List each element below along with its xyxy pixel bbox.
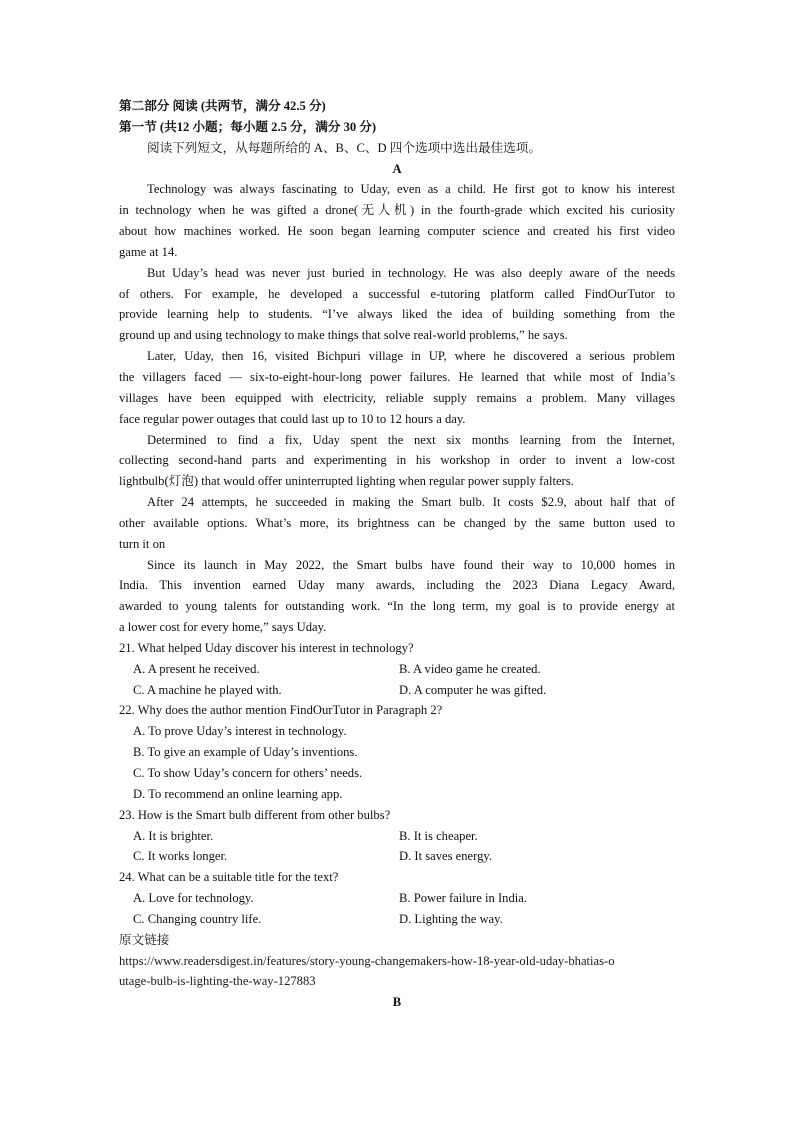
paragraph-line: collecting second-hand parts and experimenting in his workshop in order to invent a low-cost — [119, 453, 675, 468]
question — [119, 805, 675, 868]
source-label: 原文链接 — [119, 932, 170, 947]
source-link-line-1[interactable]: https://www.readersdigest.in/features/story-young-changemakers-how-18-year-old-uday-bhatias-o — [119, 953, 615, 968]
paragraph — [119, 430, 675, 493]
paragraph-line: But Uday’s head was never just buried in technology. He was also deeply aware of the needs — [147, 265, 675, 280]
paragraph — [119, 179, 675, 262]
option-row — [119, 826, 675, 847]
paragraph-line: awarded to young talents for outstanding work. “In the long term, my goal is to provide energy at — [119, 599, 675, 614]
answer-option[interactable]: A. To prove Uday’s interest in technology. — [133, 724, 347, 739]
option-row — [119, 680, 675, 701]
answer-option[interactable]: D. To recommend an online learning app. — [133, 786, 343, 801]
answer-option[interactable]: A. It is brighter. — [133, 828, 214, 843]
answer-option[interactable]: C. Changing country life. — [133, 911, 262, 926]
question-list — [119, 638, 675, 930]
question-stem: 24. What can be a suitable title for the text? — [119, 870, 339, 885]
option-row — [119, 909, 675, 930]
paragraph-line: the villagers faced — six-to-eight-hour-long power failures. He learned that while most of India’s — [119, 369, 675, 384]
paragraph-line: provide learning help to students. “I’ve always liked the idea of building something from the — [119, 307, 675, 322]
paragraph — [119, 492, 675, 555]
answer-option[interactable]: A. Love for technology. — [133, 891, 254, 906]
passage-a-label: A — [392, 161, 402, 176]
question — [119, 867, 675, 930]
option-row — [119, 888, 675, 909]
paragraph-line: lightbulb(灯泡) that would offer uninterrupted lighting when regular power supply falters. — [119, 474, 574, 489]
question-stem: 21. What helped Uday discover his interest in technology? — [119, 640, 414, 655]
paragraph — [119, 263, 675, 346]
answer-option[interactable]: D. Lighting the way. — [399, 911, 503, 926]
paragraph-line: Technology was always fascinating to Uday, even as a child. He first got to know his interest — [147, 182, 675, 197]
paragraph-line: turn it on — [119, 536, 166, 551]
paragraph-line: Determined to find a fix, Uday spent the next six months learning from the Internet, — [147, 432, 675, 447]
section-title: 第一节 (共12 小题；每小题 2.5 分，满分 30 分) — [119, 119, 377, 134]
passage-b-label: B — [392, 995, 402, 1010]
paragraph-line: After 24 attempts, he succeeded in making the Smart bulb. It costs $2.9, about half that of — [147, 495, 675, 510]
exam-page — [119, 96, 675, 1013]
paragraph-line: other available options. What’s more, its brightness can be changed by the same button used to — [119, 515, 675, 530]
answer-option[interactable]: C. To show Uday’s concern for others’ needs. — [133, 766, 363, 780]
paragraph-line: Since its launch in May 2022, the Smart bulbs have found their way to 10,000 homes in — [147, 557, 675, 572]
answer-option[interactable]: C. A machine he played with. — [133, 682, 282, 697]
paragraph — [119, 346, 675, 429]
question-stem: 23. How is the Smart bulb different from other bulbs? — [119, 807, 391, 822]
paragraph-line: about how machines worked. He soon began learning computer science and created his first video — [119, 224, 675, 239]
paragraph-line: villages have been equipped with electricity, reliable supply remains a problem. Many villages — [119, 390, 675, 405]
instructions: 阅读下列短文，从每题所给的 A、B、C、D 四个选项中选出最佳选项。 — [147, 140, 541, 155]
answer-option[interactable]: D. A computer he was gifted. — [399, 682, 547, 697]
paragraph-line: India. This invention earned Uday many awards, including the 2023 Diana Legacy Award, — [119, 578, 675, 593]
option-row — [119, 659, 675, 680]
source-link-line-2[interactable]: utage-bulb-is-lighting-the-way-127883 — [119, 974, 316, 989]
paragraph-line: ground up and using technology to make things that solve real-world problems,” he says. — [119, 328, 568, 343]
paragraph-line: Later, Uday, then 16, visited Bichpuri village in UP, where he discovered a serious problem — [147, 349, 675, 364]
answer-option[interactable]: B. To give an example of Uday’s inventions. — [133, 745, 358, 760]
part-title: 第二部分 阅读 (共两节，满分 42.5 分) — [119, 99, 326, 113]
passage-a-body — [119, 179, 675, 638]
paragraph-line: of others. For example, he developed a successful e-tutoring platform called FindOurTutor to — [119, 286, 675, 301]
answer-option[interactable]: D. It saves energy. — [399, 849, 493, 864]
paragraph-line: in technology when he was gifted a drone(无人机) in the fourth-grade which excited his curiosity — [119, 203, 675, 218]
paragraph — [119, 555, 675, 638]
answer-option[interactable]: B. Power failure in India. — [399, 891, 528, 906]
paragraph-line: a lower cost for every home,” says Uday. — [119, 620, 327, 635]
answer-option[interactable]: A. A present he received. — [133, 661, 260, 676]
question-stem: 22. Why does the author mention FindOurTutor in Paragraph 2? — [119, 703, 443, 718]
answer-option[interactable]: B. A video game he created. — [399, 661, 541, 676]
option-row — [119, 846, 675, 867]
question — [119, 638, 675, 701]
answer-option[interactable]: C. It works longer. — [133, 849, 228, 864]
paragraph-line: game at 14. — [119, 244, 178, 259]
answer-option[interactable]: B. It is cheaper. — [399, 828, 478, 843]
question — [119, 700, 675, 804]
paragraph-line: face regular power outages that could last up to 10 to 12 hours a day. — [119, 411, 466, 426]
